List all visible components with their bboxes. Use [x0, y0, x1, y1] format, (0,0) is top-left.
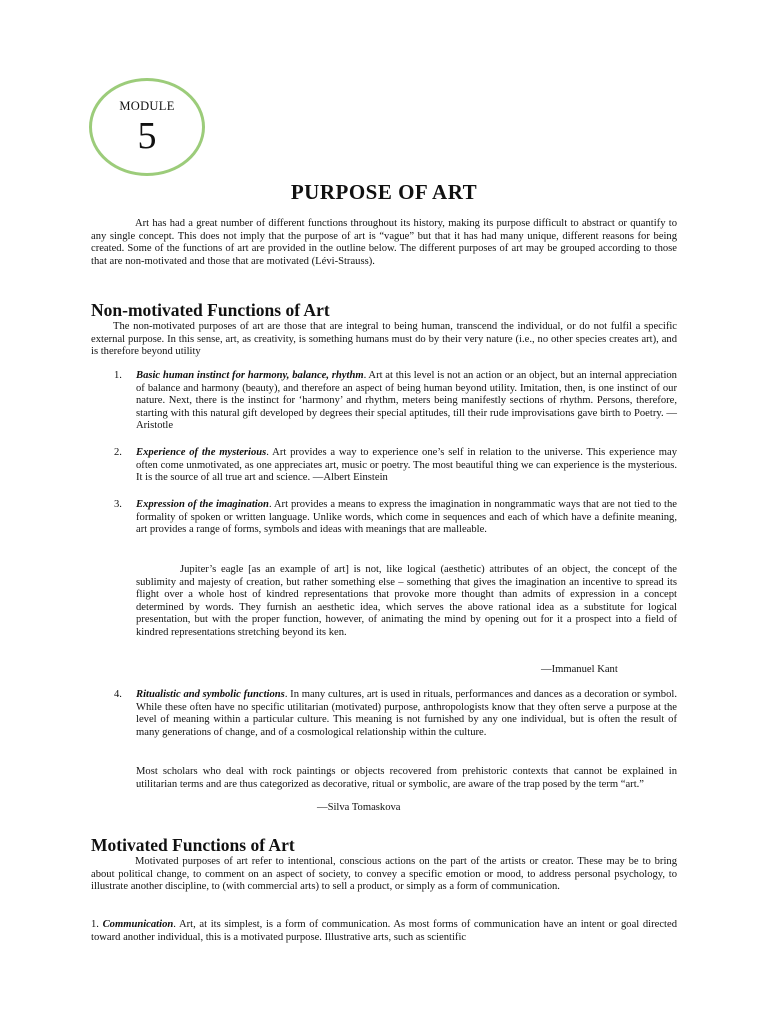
list-item-text — [136, 689, 677, 739]
list-item-number: 4. — [114, 689, 122, 700]
list-item-body: . Art provides a means to express the imagination in nongrammatic ways that are not tied to the formality of spoken or written language. Unlike words, which come in sequences and each of which have a definite meaning, art provides a range of forms, symbols and ideas with meanings that are malleable. — [136, 499, 677, 536]
list-item-text — [136, 370, 677, 433]
tomaskova-quote: Most scholars who deal with rock paintings or objects recovered from prehistoric contexts that cannot be explained in utilitarian terms and are thus categorized as decorative, ritual or symbolic, are aware of the trap posed by the term “art.” — [136, 766, 677, 790]
intro-paragraph-block — [91, 218, 677, 268]
list-item-lead: Basic human instinct for harmony, balance, rhythm — [136, 370, 364, 381]
list-item-body: . Art at this level is not an action or an object, but an internal appreciation of balance and harmony (beauty), and therefore an aspect of being human beyond utility. Imitation, then, is one instinct of our nature. Next, there is the instinct for ‘harmony’ and rhythm, meters being manifestly sections of rhythm. Persons, therefore, starting with this natural gift developed by degrees their special aptitudes, till their rude improvisations gave birth to Poetry. —Aristotle — [136, 370, 677, 432]
tomaskova-attribution: —Silva Tomaskova — [317, 802, 401, 813]
list-item — [114, 447, 677, 485]
module-label: MODULE — [119, 99, 175, 113]
motivated-intro: Motivated purposes of art refer to intentional, conscious actions on the part of the artists or creator. These may be to bring about political change, to comment on an aspect of society, to convey a specific emotion or mood, to address personal psychology, to illustrate another discipline, to (with commercial arts) to sell a product, or simply as a form of communication. — [91, 856, 677, 893]
list-item — [114, 499, 677, 537]
list-item-number: 2. — [114, 447, 122, 458]
motivated-heading: Motivated Functions of Art — [91, 835, 295, 855]
motivated-item-communication — [91, 919, 677, 944]
page-title: PURPOSE OF ART — [290, 180, 478, 204]
list-item-number: 1. — [91, 919, 99, 930]
list-item-text — [136, 447, 677, 485]
nonmotivated-heading: Non-motivated Functions of Art — [91, 300, 330, 320]
list-item-lead: Expression of the imagination — [136, 499, 269, 510]
nonmotivated-intro: The non-motivated purposes of art are those that are integral to being human, transcend the individual, or do not fulfil a specific external purpose. In this sense, art, as creativity, is something humans must do by their very nature (i.e., no other species creates art), and is therefore beyond utility — [91, 321, 677, 358]
module-number: 5 — [137, 115, 157, 157]
list-item-number: 3. — [114, 499, 122, 510]
kant-quote: Jupiter’s eagle [as an example of art] is not, like logical (aesthetic) attributes of an object, the concept of the sublimity and majesty of creation, but rather something else – something that gives the imagination an incentive to spread its flight over a whole host of kindred representations that provoke more thought than admits of expression in a concept determined by words. They furnish an aesthetic idea, which serves the above rational idea as a substitute for logical presentation, but with the proper function, however, of animating the mind by opening out for it a prospect into a field of kindred representations stretching beyond its ken. — [136, 564, 677, 638]
list-item-lead: Experience of the mysterious — [136, 447, 267, 458]
list-item-lead: Ritualistic and symbolic functions — [136, 689, 285, 700]
tomaskova-quote-block — [136, 766, 677, 791]
kant-attribution: —Immanuel Kant — [541, 664, 618, 675]
list-item-number: 1. — [114, 370, 122, 381]
nonmotivated-intro-block — [91, 321, 677, 359]
list-item-text — [91, 919, 677, 944]
kant-quote-block — [136, 564, 677, 640]
list-item — [114, 370, 677, 433]
list-item — [114, 689, 677, 739]
list-item-body: . Art provides a way to experience one’s self in relation to the universe. This experience may often come unmotivated, as one appreciates art, music or poetry. The most beautiful thing we can experience is the mysterious. It is the source of all true art and science. —Albert Einstein — [136, 447, 678, 484]
list-item-lead: Communication — [102, 919, 174, 930]
intro-paragraph: Art has had a great number of different functions throughout its history, making its purpose difficult to abstract or quantify to any single concept. This does not imply that the purpose of art is “vague” but that it has had many unique, different reasons for being created. Some of the functions of art are provided in the outline below. The different purposes of art may be grouped according to those that are non-motivated and those that are motivated (Lévi-Strauss). — [91, 218, 677, 267]
motivated-intro-block — [91, 856, 677, 894]
list-item-body: . In many cultures, art is used in rituals, performances and dances as a decoration or symbol. While these often have no specific utilitarian (motivated) purpose, anthropologists know that they often serve a purpose at the level of meaning within a particular culture. This meaning is not furnished by any one individual, but is often the result of many generations of change, and of a cosmological relationship within the culture. — [136, 689, 677, 738]
list-item-body: . Art, at its simplest, is a form of communication. As most forms of communication have an intent or goal directed toward another individual, this is a motivated purpose. Illustrative arts, such as scientific — [91, 919, 677, 943]
list-item-text — [136, 499, 677, 537]
module-badge — [89, 78, 205, 176]
